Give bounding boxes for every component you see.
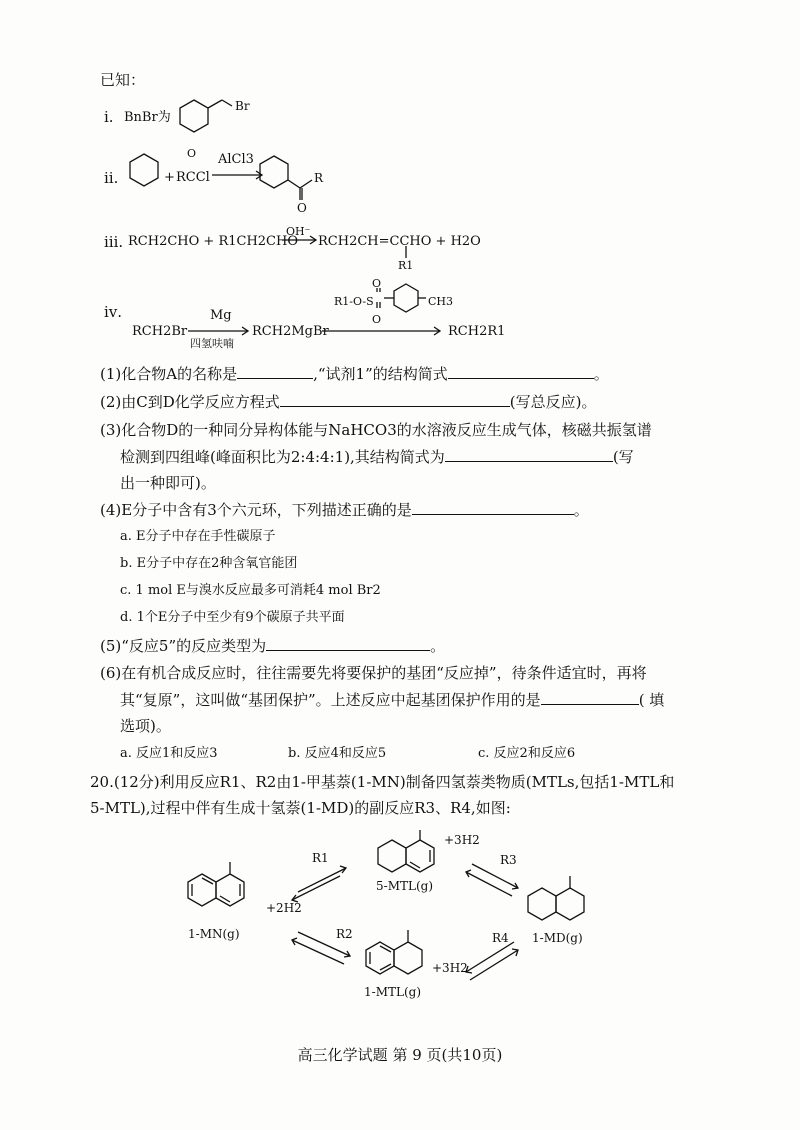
question-6-line-3: 选项)。: [120, 717, 171, 735]
iv-o-top: O: [372, 277, 382, 290]
question-5: (5)“反应5”的反应类型为 。: [100, 637, 446, 655]
question-3-line-2: 检测到四组峰(峰面积比为2:4:4:1),其结构简式为 (写: [120, 448, 634, 466]
iii-sub: R1: [398, 259, 414, 272]
known-i-text: BnBr为: [124, 110, 171, 125]
r3-label: R3: [500, 853, 517, 867]
answer-blank-1b[interactable]: [448, 364, 594, 379]
known-ii-label: ⅱ.: [104, 169, 119, 187]
1-mn-label: 1-MN(g): [188, 927, 240, 941]
answer-blank-1a[interactable]: [237, 364, 313, 379]
plus-3h2-bottom: +3H2: [432, 961, 468, 975]
question-3-line-1: (3)化合物D的一种同分异构体能与NaHCO3的水溶液反应生成气体，核磁共振氢谱: [100, 421, 652, 439]
question-6-line-1: (6)在有机合成反应时，往往需要先将要保护的基团“反应掉”，待条件适宜时，再将: [100, 664, 647, 682]
reaction-scheme: [180, 830, 640, 1030]
1-md-label: 1-MD(g): [532, 931, 583, 945]
benzyl-bromide-structure: [178, 92, 258, 140]
r1-equilibrium-arrows: [292, 866, 346, 902]
iii-arrow: [282, 235, 322, 245]
answer-blank-3[interactable]: [445, 447, 613, 462]
r3-equilibrium-arrows: [466, 864, 518, 896]
iv-arrow-2: [322, 326, 446, 336]
1-mn-structure: [188, 862, 244, 906]
iii-products: RCH2CH=CCHO + H2O: [318, 234, 481, 249]
benzene-structure: [128, 150, 164, 190]
aryl-ketone-structure: [258, 152, 338, 215]
iv-end: RCH2R1: [448, 324, 506, 339]
option-6c: c. 反应2和反应6: [478, 746, 576, 761]
5-mtl-structure: [378, 830, 434, 872]
iv-mg: Mg: [210, 308, 232, 323]
option-6a: a. 反应1和反应3: [120, 746, 218, 761]
option-4d: d. 1个E分子中至少有9个碳原子共平面: [120, 610, 345, 625]
option-6b: b. 反应4和反应5: [288, 746, 387, 761]
known-iv-label: ⅳ.: [104, 303, 123, 321]
option-4b: b. E分子中存在2种含氧官能团: [120, 556, 298, 571]
plus-2h2: +2H2: [266, 901, 302, 915]
r4-equilibrium-arrows: [466, 942, 518, 980]
iv-o-bottom: O: [372, 313, 382, 326]
answer-blank-5[interactable]: [266, 636, 430, 651]
iv-ch3: CH3: [428, 295, 454, 308]
question-20-line-1: 20.(12分)利用反应R1、R2由1-甲基萘(1-MN)制备四氢萘类物质(MTLs,包括1-MTL和: [90, 773, 675, 791]
iii-cond: OH⁻: [286, 225, 311, 238]
ii-product-o: O: [297, 201, 307, 215]
answer-blank-4[interactable]: [412, 500, 574, 515]
r1-label: R1: [312, 851, 329, 865]
iv-start: RCH2Br: [132, 324, 188, 339]
ii-reagent: RCCl: [176, 170, 210, 185]
iv-r1o: R1-O-S: [334, 295, 374, 308]
ii-plus: +: [164, 170, 175, 185]
known-i-label: ⅰ.: [104, 108, 114, 126]
answer-blank-2[interactable]: [280, 392, 510, 407]
1-md-structure: [528, 876, 584, 920]
iv-mid: RCH2MgBr: [252, 324, 329, 339]
known-title: 已知：: [100, 71, 146, 89]
question-6-line-2: 其“复原”，这叫做“基团保护”。上述反应中起基团保护作用的是 ( 填: [120, 691, 665, 709]
known-iii-label: ⅲ.: [104, 233, 124, 251]
option-4c: c. 1 mol E与溴水反应最多可消耗4 mol Br2: [120, 583, 381, 598]
r4-label: R4: [492, 931, 509, 945]
question-3-line-3: 出一种即可)。: [120, 474, 216, 492]
question-1: (1)化合物A的名称是 ,“试剂1”的结构简式 。: [100, 365, 609, 383]
iv-solvent: 四氢呋喃: [190, 337, 234, 350]
question-4: (4)E分子中含有3个六元环，下列描述正确的是 。: [100, 501, 589, 519]
ii-reagent-o: O: [187, 147, 197, 160]
plus-3h2-top: +3H2: [444, 833, 480, 847]
page-footer: 高三化学试题 第 9 页(共10页): [297, 1046, 503, 1064]
r2-label: R2: [336, 927, 353, 941]
option-4a: a. E分子中存在手性碳原子: [120, 529, 276, 544]
answer-blank-6[interactable]: [541, 690, 639, 705]
1-mtl-label: 1-MTL(g): [364, 985, 421, 999]
iii-reactants: RCH2CHO + R1CH2CHO: [128, 234, 298, 249]
ii-catalyst: AlCl3: [218, 152, 254, 167]
question-2: (2)由C到D化学反应方程式 (写总反应)。: [100, 393, 597, 411]
5-mtl-label: 5-MTL(g): [376, 879, 433, 893]
1-mtl-structure: [366, 930, 422, 974]
ii-product-r: R: [314, 171, 324, 185]
question-20-line-2: 5-MTL),过程中伴有生成十氢萘(1-MD)的副反应R3、R4,如图:: [90, 799, 511, 817]
br-label: Br: [235, 99, 250, 113]
